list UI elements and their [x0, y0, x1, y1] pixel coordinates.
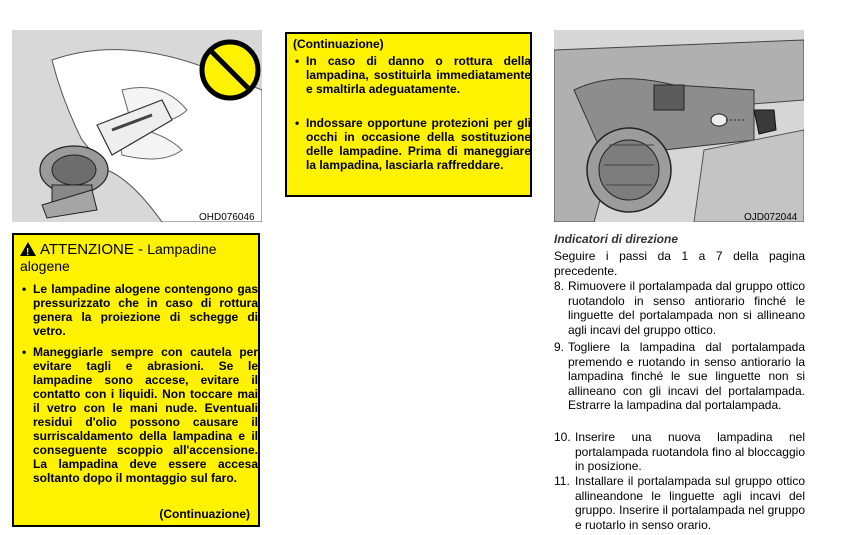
headlamp-rear-drawing [554, 30, 804, 222]
step-10: 10. Inserire una nuova lampadina nel portalampada ruotandola fino al bloccaggio in posizione. [554, 430, 805, 473]
step-8: 8. Rimuovere il portalampada dal gruppo ottico ruotandolo in senso antiorario finché le linguette del portalampada non si allineano agli incavi del gruppo ottico. [554, 279, 805, 337]
continuation-bullet-2: • Indossare opportune protezioni per gli occhi in occasione della sostituzione delle lampadine. Prima di maneggiare la lampadina, lasciarla raffreddare. [295, 116, 531, 172]
step-9: 9. Togliere la lampadina dal portalampada premendo e ruotando in senso antiorario la lampadina finché le sue linguette non si allineano con gli incavi del portalampada. Estrarre la lampadina dal portalampada. [554, 340, 805, 412]
warning-bullet-2: • Maneggiarle sempre con cautela per evitare tagli e abrasioni. Se le lampadine sono accese, evitare il contatto con i liquidi. Non toccare mai il vetro con le mani nude. Eventuali residui d'olio possono causare il surriscaldamento della lampadina e il conseguente scoppio all'accensione. La lampadina deve essere accesa soltanto dopo il montaggio sul faro. [22, 345, 258, 485]
warning-title-main: ATTENZIONE - [40, 241, 148, 258]
warning-bullet-1: • Le lampadine alogene contengono gas pressurizzato che in caso di rottura genera la proiezione di schegge di vetro. [22, 282, 258, 338]
headlamp-assembly-illustration [554, 30, 804, 222]
hand-holding-bulb-drawing [12, 30, 262, 222]
figure1-caption: OHD076046 [199, 212, 255, 223]
warning-triangle-icon [20, 242, 36, 256]
warning-continue-label: (Continuazione) [159, 507, 250, 521]
continuation-bullet-1: • In caso di danno o rottura della lampadina, sostituirla immediatamente e smaltirla adeguatamente. [295, 54, 531, 96]
figure2-caption: OJD072044 [744, 212, 798, 223]
warning-title-rest: Lampadine alogene [20, 241, 217, 274]
halogen-bulb-illustration [12, 30, 262, 222]
continuation-header: (Continuazione) [293, 37, 384, 51]
continuation-warning-box [285, 32, 532, 197]
warning-title [20, 241, 256, 275]
section-intro: Seguire i passi da 1 a 7 della pagina precedente. [554, 249, 805, 278]
section-heading: Indicatori di direzione [554, 232, 679, 246]
step-11: 11. Installare il portalampada sul gruppo ottico allineandone le linguette agli incavi del gruppo. Inserire il portalampada nel gruppo e ruotarlo in senso orario. [554, 474, 805, 532]
warning-box [12, 233, 260, 527]
